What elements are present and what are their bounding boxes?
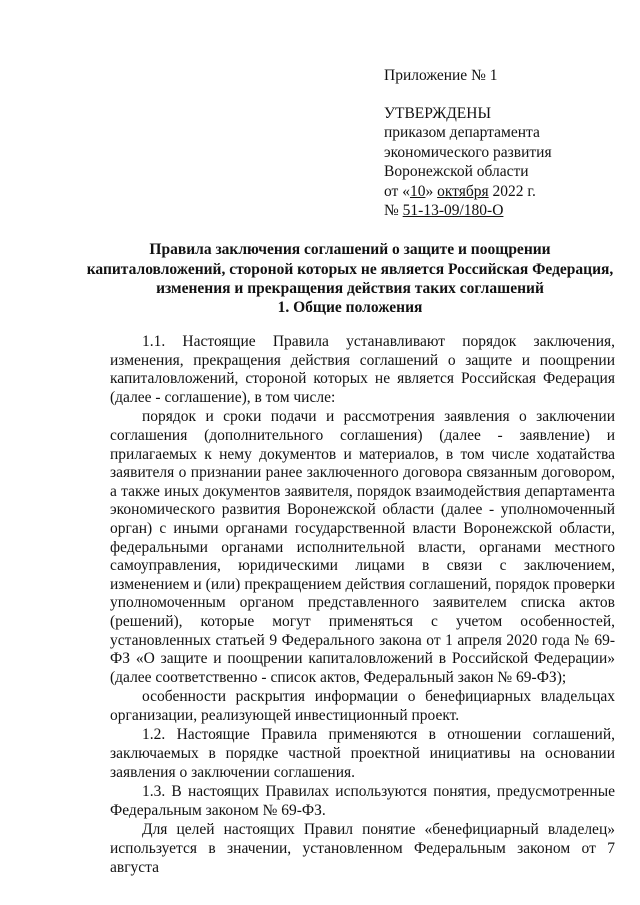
approval-line-1: приказом департамента (384, 124, 540, 141)
paragraph: Для целей настоящих Правил понятие «бенефициарный владелец» используется в значении, установленном Федеральным законом от 7 августа (110, 821, 615, 876)
paragraph: 1.1. Настоящие Правила устанавливают порядок заключения, изменения, прекращения действия соглашений о защите и поощрении капиталовложений, стороной которых не является Российская Федерация (далее - соглашение), в том числе: (110, 333, 615, 406)
order-number: 51-13-09/180-О (402, 202, 504, 219)
date-day: 10 (409, 182, 426, 200)
number-prefix: № (384, 202, 403, 219)
approval-line-2: экономического развития (384, 143, 552, 161)
paragraph: 1.3. В настоящих Правилах используются понятия, предусмотренные Федеральным законом № 69-ФЗ. (110, 783, 615, 819)
approval-line-3: Воронежской области (384, 163, 529, 180)
approval-block (384, 66, 624, 221)
date-month: октября (437, 182, 489, 200)
paragraph: особенности раскрытия информации о бенефициарных владельцах организации, реализующей инвестиционный проект. (110, 688, 615, 724)
date-prefix: от « (384, 182, 410, 200)
paragraph: порядок и сроки подачи и рассмотрения заявления о заключении соглашения (дополнительного соглашения) (далее - заявление) и прилагаемых к нему документов и материалов, в том числе ходатайства заявителя о признании ранее заключенного договора связанным договором, а также иных документов заявителя, порядок взаимодействия департамента экономического развития Воронежской области (далее - уполномоченный орган) с иными органами государственной власти Воронежской области, федеральными органами исполнительной власти, органами местного самоуправления, юридическими лицами в связи с заключением, изменением и (или) прекращением действия соглашений, порядок проверки уполномоченным органом представленного заявителем списка актов (решений), которые могут применяться с учетом особенностей, установленных статьей 9 Федерального закона от 1 апреля 2020 года № 69-ФЗ «О защите и поощрении капиталовложений в Российской Федерации» (далее соответственно - список актов, Федеральный закон № 69-ФЗ); (110, 408, 615, 686)
section-heading: 1. Общие положения (277, 299, 423, 316)
document-title: Правила заключения соглашений о защите и поощрении капиталовложений, стороной которых не является Российская Федерация, изменения и прекращения действия таких соглашений (86, 241, 614, 297)
date-mid: » (425, 182, 438, 200)
annex-label: Приложение № 1 (384, 67, 498, 84)
approval-date (384, 182, 624, 202)
approval-number (384, 201, 624, 221)
approved-heading: УТВЕРЖДЕНЫ (384, 104, 491, 122)
paragraph: 1.2. Настоящие Правила применяются в отношении соглашений, заключаемых в порядке частной проектной инициативы на основании заявления о заключении соглашения. (110, 726, 615, 781)
date-year: 2022 г. (488, 182, 536, 200)
document-body (110, 333, 615, 878)
